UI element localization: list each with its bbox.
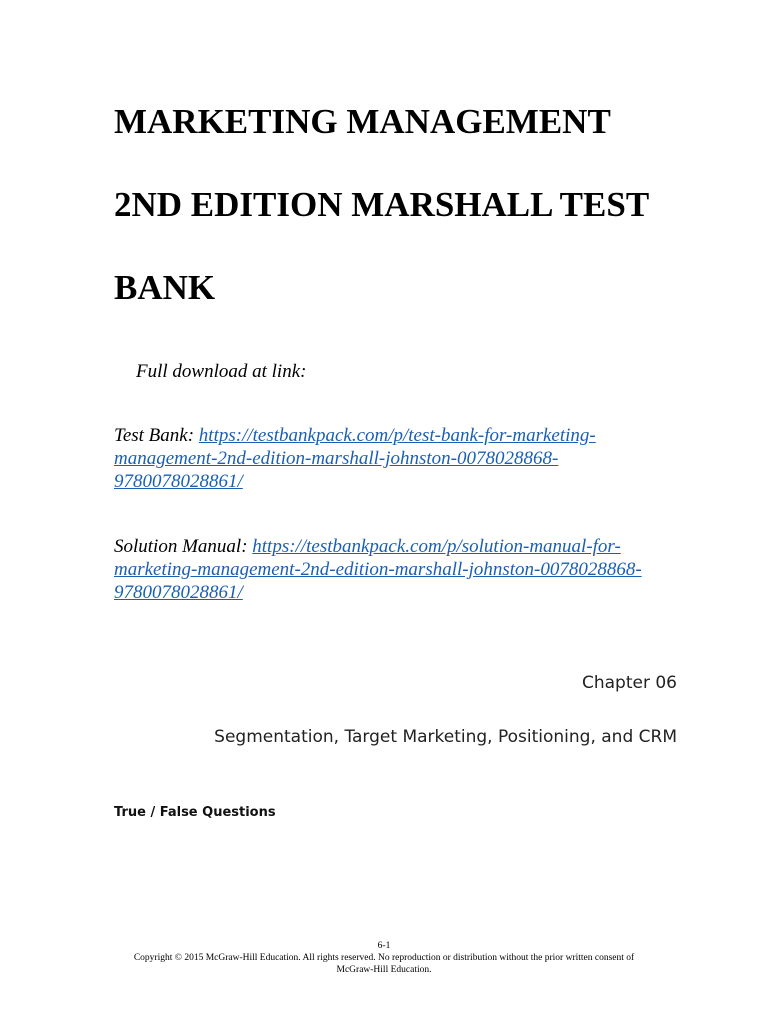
document-title-line-1: MARKETING MANAGEMENT xyxy=(114,102,611,141)
download-note: Full download at link: xyxy=(136,361,307,382)
test-bank-link-line-2: management-2nd-edition-marshall-johnston-0078028868- xyxy=(114,448,559,469)
chapter-label: Chapter 06 xyxy=(581,673,677,693)
test-bank-link-line-3: 9780078028861/ xyxy=(114,471,243,492)
section-heading: True / False Questions xyxy=(114,805,276,820)
page-footer xyxy=(0,940,768,976)
copyright-line-1: Copyright © 2015 McGraw-Hill Education. All rights reserved. No reproduction or distribution without the prior written consent of xyxy=(133,953,635,963)
test-bank-link-line-1: https://testbankpack.com/p/test-bank-for-marketing- xyxy=(198,425,596,446)
page-number: 6-1 xyxy=(377,941,391,951)
test-bank-entry xyxy=(114,424,694,493)
solution-manual-link-line-3: 9780078028861/ xyxy=(114,582,243,603)
solution-manual-entry xyxy=(114,535,694,604)
solution-manual-label: Solution Manual: xyxy=(114,536,248,557)
copyright-line-2: McGraw-Hill Education. xyxy=(336,965,432,975)
solution-manual-link-line-1: https://testbankpack.com/p/solution-manual-for- xyxy=(252,536,621,557)
document-title-line-2: 2ND EDITION MARSHALL TEST xyxy=(114,185,650,224)
document-title-line-3: BANK xyxy=(114,268,216,307)
test-bank-label: Test Bank: xyxy=(114,425,195,446)
solution-manual-link-line-2: marketing-management-2nd-edition-marshall-johnston-0078028868- xyxy=(114,559,642,580)
chapter-title: Segmentation, Target Marketing, Positioning, and CRM xyxy=(214,727,677,747)
